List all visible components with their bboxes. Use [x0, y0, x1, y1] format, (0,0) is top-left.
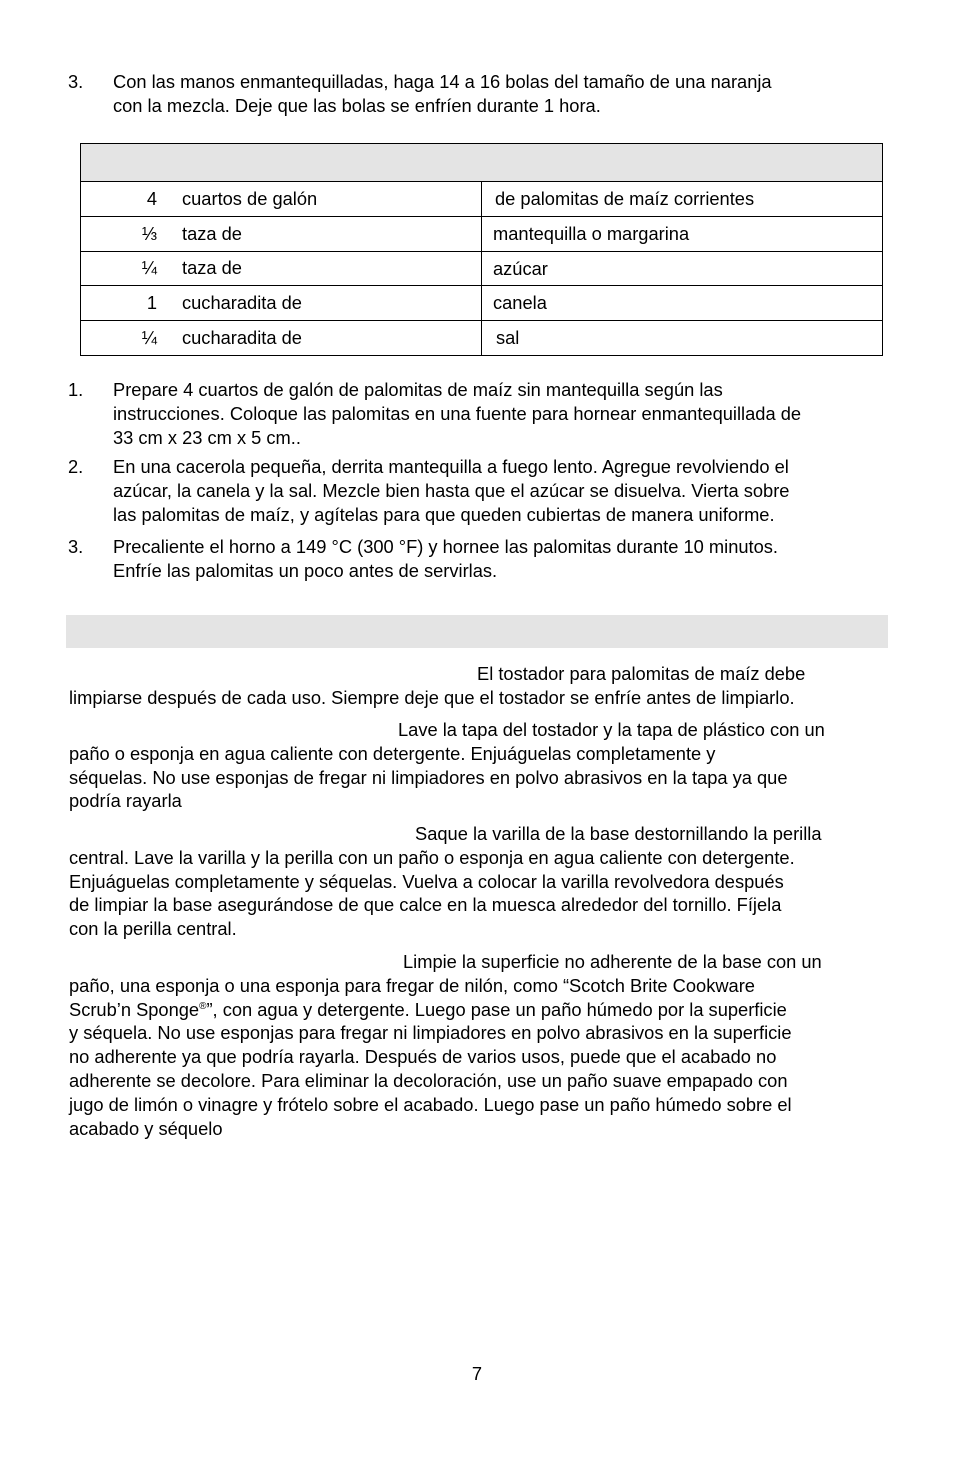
ingredient-unit: taza de: [182, 222, 242, 244]
step-line: 33 cm x 23 cm x 5 cm..: [113, 426, 301, 448]
step-2: [68, 455, 890, 526]
paragraph-line: central. Lave la varilla y la perilla con un paño o esponja en agua caliente con detergente.: [69, 846, 795, 868]
line-text: ”, con agua y detergente. Luego pase un paño húmedo por la superficie: [206, 998, 787, 1020]
paragraph-line: acabado y séquelo: [69, 1117, 223, 1139]
paragraph-line: paño o esponja en agua caliente con detergente. Enjuáguelas completamente y: [69, 742, 716, 764]
ingredient-row: [81, 321, 883, 356]
step-1: [68, 378, 890, 449]
paragraph-line: no adherente ya que podría rayarla. Después de varios usos, puede que el acabado no: [69, 1046, 777, 1068]
cleaning-paragraph-4: [69, 950, 889, 1140]
paragraph-line: con la perilla central.: [69, 918, 237, 940]
paragraph-line: y séquela. No use esponjas para fregar ni limpiadores en polvo abrasivos en la superficie: [69, 1022, 792, 1044]
ingredient-unit: cuartos de galón: [182, 187, 318, 209]
step-3: [68, 535, 890, 583]
ingredient-unit: cucharadita de: [182, 292, 302, 314]
paragraph-line: Saque la varilla de la base destornillando la perilla: [415, 823, 822, 844]
registered-mark: ®: [199, 1000, 207, 1012]
paragraph-line: paño, una esponja o una esponja para fregar de nilón, como “Scotch Brite Cookware: [69, 974, 755, 996]
ingredients-table: [80, 143, 883, 356]
paragraph-line: podría rayarla: [69, 790, 182, 812]
ingredient-qty: 4: [146, 187, 157, 209]
cleaning-paragraph-3: [69, 822, 889, 941]
ingredient-item: sal: [482, 321, 883, 356]
step-line: azúcar, la canela y la sal. Mezcle bien hasta que el azúcar se disuelva. Vierta sobre: [113, 479, 790, 501]
ingredient-row: [81, 182, 883, 217]
ingredient-qty: ⅓: [141, 222, 157, 244]
step-line: instrucciones. Coloque las palomitas en una fuente para hornear enmantequillada de: [113, 402, 802, 424]
ingredient-unit: taza de: [182, 257, 242, 279]
paragraph-line: séquelas. No use esponjas de fregar ni limpiadores en polvo abrasivos en la tapa ya que: [69, 766, 788, 788]
paragraph-line: Limpie la superficie no adherente de la base con un: [403, 951, 822, 972]
paragraph-line: adherente se decolore. Para eliminar la decoloración, use un paño suave empapado con: [69, 1069, 788, 1091]
recipe-title-cell: [81, 144, 883, 182]
step-line: Precaliente el horno a 149 °C (300 °F) y hornee las palomitas durante 10 minutos.: [113, 536, 778, 557]
cleaning-paragraph-1: [69, 662, 889, 710]
paragraph-line: Enjuáguelas completamente y séquelas. Vuelva a colocar la varilla revolvedora después: [69, 870, 784, 892]
paragraph-line: [69, 998, 889, 1022]
ingredient-item: canela: [482, 286, 883, 321]
paragraph-line: jugo de limón o vinagre y frótelo sobre el acabado. Luego pase un paño húmedo sobre el: [69, 1093, 792, 1115]
step-number: 3.: [68, 536, 84, 557]
step-number: 3.: [68, 71, 84, 92]
ingredient-unit: cucharadita de: [182, 327, 302, 349]
step-number: 2.: [68, 456, 84, 477]
step-line: Prepare 4 cuartos de galón de palomitas de maíz sin mantequilla según las: [113, 379, 723, 400]
step-number: 1.: [68, 379, 84, 400]
ingredient-row: [81, 251, 883, 286]
line-text: Scrub’n Sponge: [69, 998, 200, 1020]
step-line: las palomitas de maíz, y agítelas para que queden cubiertas de manera uniforme.: [113, 503, 775, 525]
ingredient-item: mantequilla o margarina: [482, 216, 883, 251]
ingredient-qty: ¼: [141, 257, 157, 279]
ingredient-qty: 1: [146, 292, 157, 314]
ingredient-item: azúcar: [482, 251, 883, 286]
ingredient-qty: ¼: [141, 327, 157, 349]
paragraph-line: Lave la tapa del tostador y la tapa de plástico con un: [398, 719, 825, 740]
step-line: con la mezcla. Deje que las bolas se enfríen durante 1 hora.: [113, 94, 601, 116]
cleaning-paragraph-2: [69, 718, 889, 813]
step-line: En una cacerola pequeña, derrita mantequilla a fuego lento. Agregue revolviendo el: [113, 456, 789, 477]
page-number: 7: [471, 1363, 483, 1384]
section-heading-bar: [66, 615, 888, 648]
paragraph-line: El tostador para palomitas de maíz debe: [477, 663, 806, 684]
ingredient-row: [81, 286, 883, 321]
ingredient-item: de palomitas de maíz corrientes: [482, 182, 883, 217]
ingredients-table-header: [81, 144, 883, 182]
step-line: Enfríe las palomitas un poco antes de servirlas.: [113, 559, 498, 581]
step-line: Con las manos enmantequilladas, haga 14 a 16 bolas del tamaño de una naranja: [113, 71, 772, 92]
paragraph-line: de limpiar la base asegurándose de que calce en la muesca alrededor del tornillo. Fíjela: [69, 894, 782, 916]
ingredient-row: [81, 216, 883, 251]
paragraph-line: limpiarse después de cada uso. Siempre deje que el tostador se enfríe antes de limpiarlo.: [69, 686, 795, 708]
top-step-3: [68, 70, 890, 118]
